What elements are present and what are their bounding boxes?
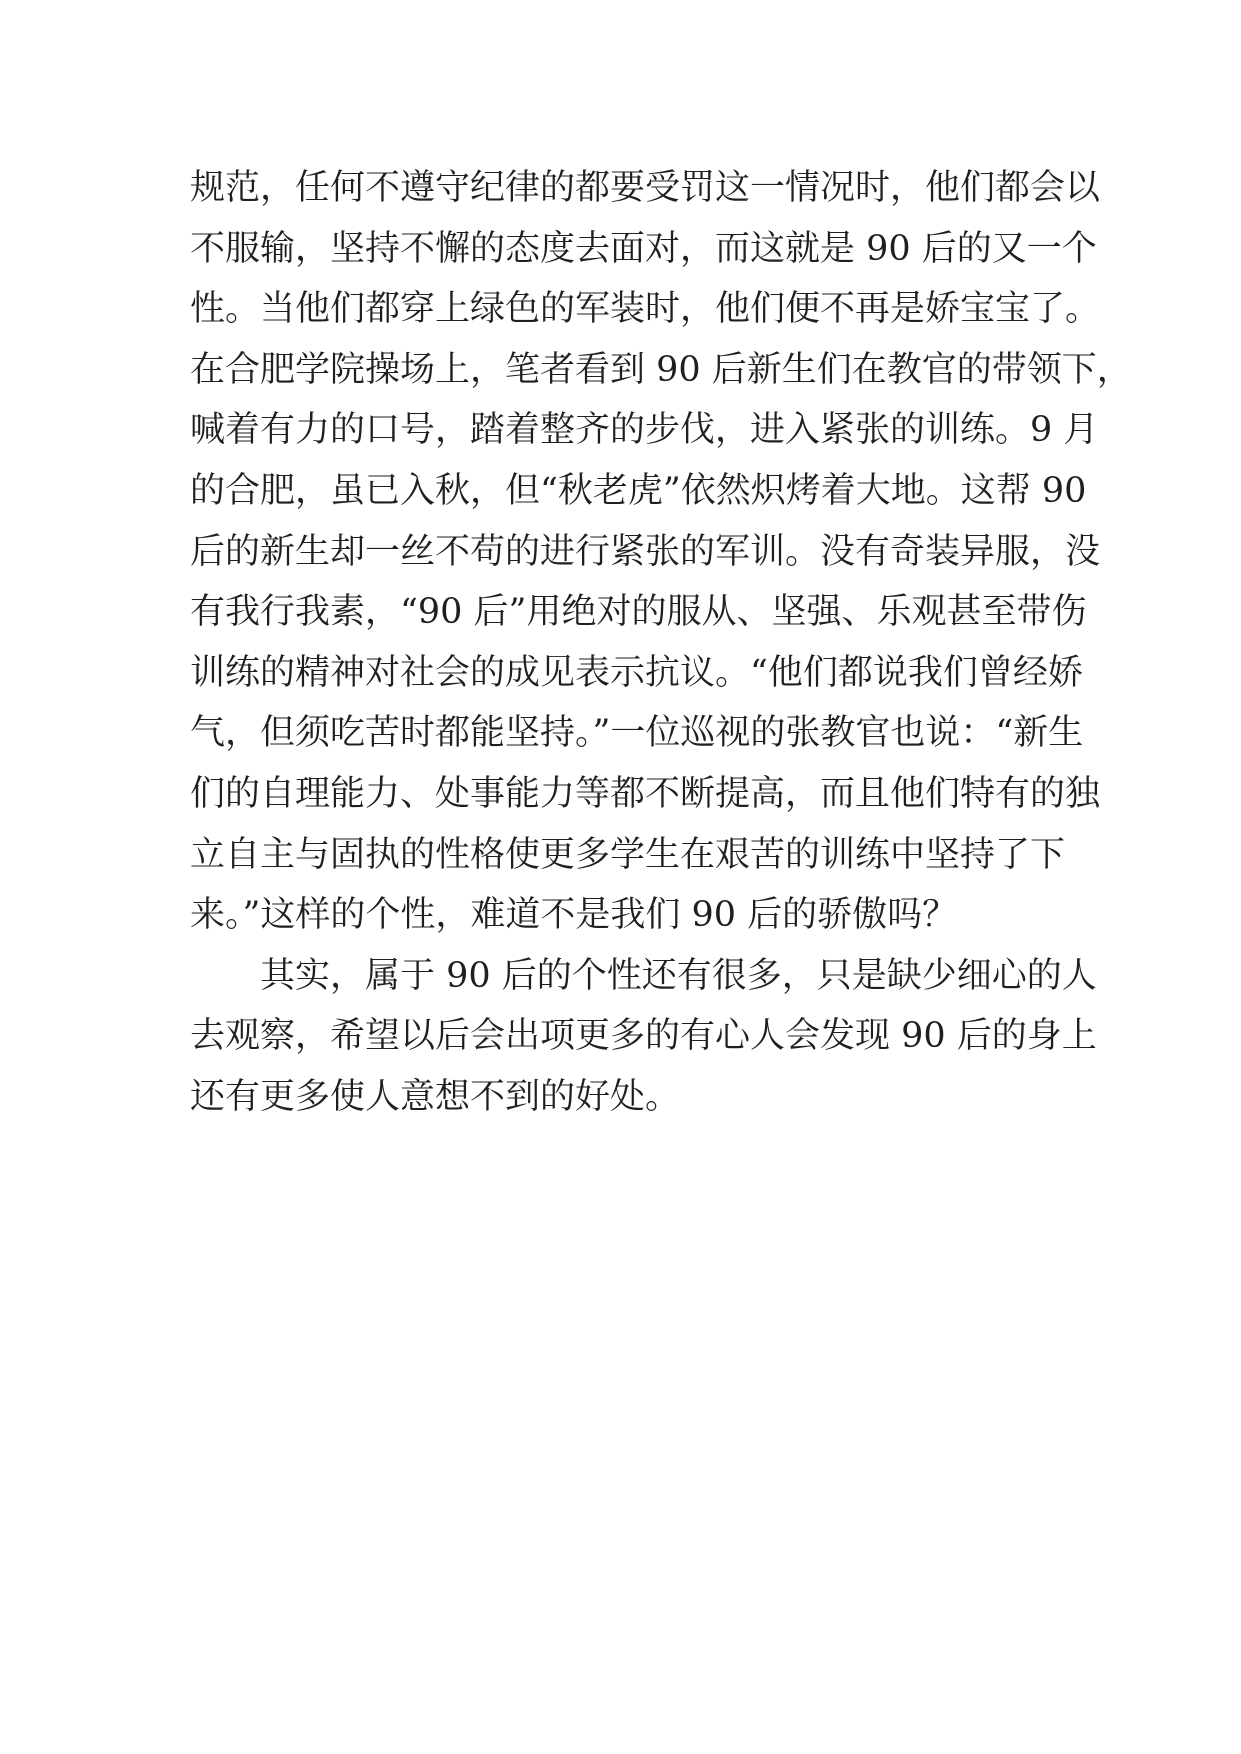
text-line: 不服输，坚持不懈的态度去面对，而这就是 90 后的又一个: [190, 228, 1097, 269]
text-line: 立自主与固执的性格使更多学生在艰苦的训练中坚持了下: [190, 834, 1066, 875]
text-line: 们的自理能力、处事能力等都不断提高，而且他们特有的独: [190, 773, 1101, 814]
text-line: 来。”这样的个性，难道不是我们 90 后的骄傲吗？: [190, 895, 958, 936]
text-line: 去观察，希望以后会出项更多的有心人会发现 90 后的身上: [190, 1016, 1097, 1057]
text-line: 规范，任何不遵守纪律的都要受罚这一情况时，他们都会以: [190, 168, 1101, 208]
body-text: [190, 158, 1132, 1128]
text-line: 还有更多使人意想不到的好处。: [190, 1076, 681, 1117]
text-line: 有我行我素，“90 后”用绝对的服从、坚强、乐观甚至带伤: [190, 592, 1087, 633]
text-line: 气，但须吃苦时都能坚持。”一位巡视的张教官也说：“新生: [190, 713, 1084, 754]
text-line: 喊着有力的口号，踏着整齐的步伐，进入紧张的训练。9 月: [190, 410, 1099, 451]
text-line: 的合肥，虽已入秋，但“秋老虎”依然炽烤着大地。这帮 90: [190, 470, 1087, 511]
text-line: 性。当他们都穿上绿色的军装时，他们便不再是娇宝宝了。: [190, 289, 1101, 330]
text-line: 在合肥学院操场上，笔者看到 90 后新生们在教官的带领下，: [190, 349, 1132, 390]
text-line: 后的新生却一丝不苟的进行紧张的军训。没有奇装异服，没: [190, 531, 1101, 572]
paragraph-start-line: 其实，属于 90 后的个性还有很多，只是缺少细心的人: [260, 955, 1097, 996]
text-line: 训练的精神对社会的成见表示抗议。“他们都说我们曾经娇: [190, 652, 1083, 693]
